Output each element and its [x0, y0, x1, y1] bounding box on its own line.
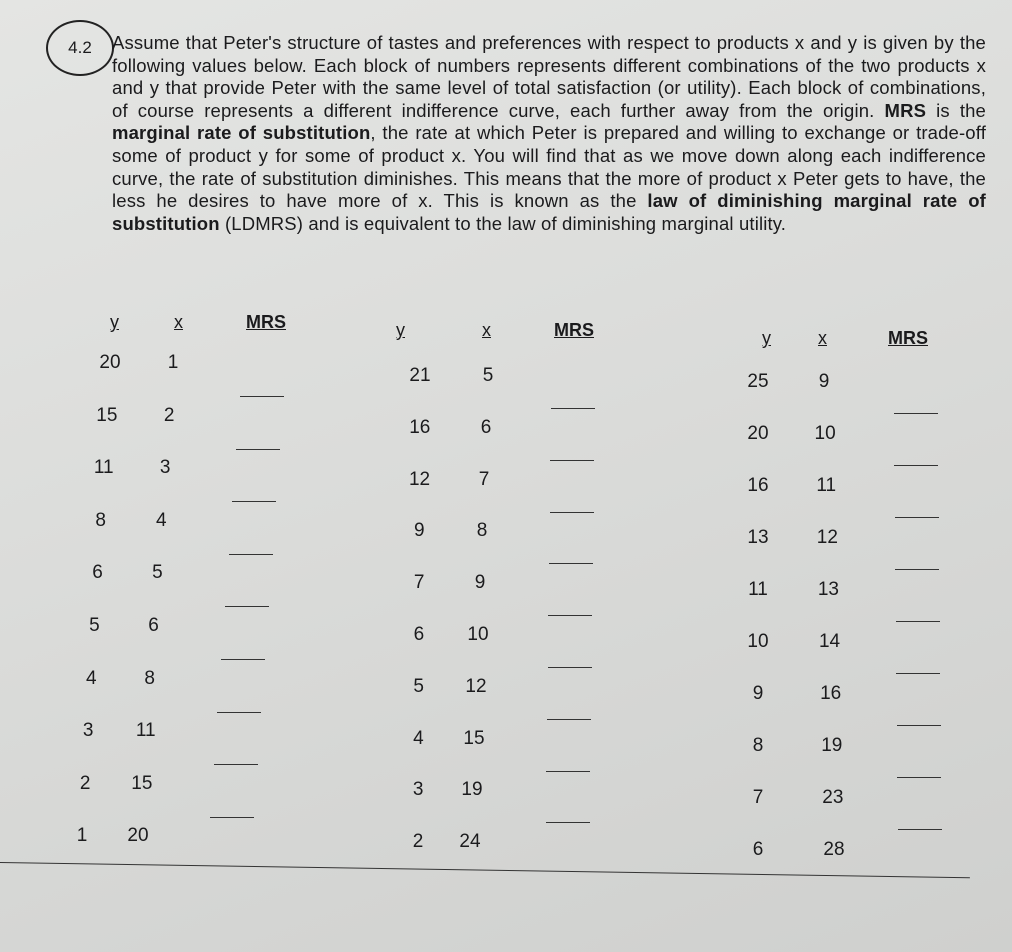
- block2-y-value: 2: [412, 831, 424, 853]
- question-number: 4.2: [68, 38, 92, 57]
- block3-mrs-answer-blank[interactable]: [894, 465, 938, 466]
- block3-y-value: 20: [747, 423, 769, 444]
- block1-x-value: 11: [135, 720, 156, 742]
- block1-mrs-answer-blank[interactable]: [210, 817, 254, 818]
- block1-y-value: 6: [92, 562, 103, 584]
- block1-x-value: 6: [148, 615, 159, 636]
- block2-y-value: 3: [412, 779, 424, 801]
- paragraph-bold-mrs: MRS: [884, 99, 927, 121]
- block3-y-value: 16: [747, 475, 769, 496]
- paragraph-bold-law: law of diminishing marginal rate of substitution: [112, 190, 986, 234]
- block3-y-value: 8: [752, 735, 764, 756]
- block2-x-value: 24: [459, 831, 481, 853]
- block2-y-value: 7: [413, 572, 425, 594]
- paragraph-bold-mrs-definition: marginal rate of substitution: [112, 122, 371, 144]
- block3-x-value: 9: [818, 371, 830, 392]
- paragraph-text-1: Assume that Peter's structure of tastes and preferences with respect to products x and y is given by the following values below. Each block of numbers represents different combinations of the two products x and y that provide Peter with the same level of total satisfaction (or utility). Each block of combinations, of course represents a different indifference curve, each further away from the origin.: [112, 32, 986, 121]
- block2-x-value: 9: [474, 572, 486, 594]
- block1-header-x: x: [174, 312, 183, 332]
- paragraph-text-2: is the: [926, 99, 986, 121]
- block3-mrs-answer-blank[interactable]: [896, 673, 940, 674]
- block1-y-value: 8: [95, 509, 106, 531]
- question-number-circle: [46, 20, 114, 76]
- block3-y-value: 25: [747, 371, 769, 392]
- block1-y-value: 1: [76, 825, 88, 847]
- block3-mrs-answer-blank[interactable]: [896, 621, 940, 622]
- bottom-rule-line: [0, 862, 970, 878]
- block3-y-value: 7: [752, 787, 764, 808]
- block3-x-value: 23: [822, 787, 844, 808]
- block3-header-x: x: [818, 328, 827, 348]
- block3-mrs-answer-blank[interactable]: [897, 725, 941, 726]
- block2-mrs-answer-blank[interactable]: [546, 822, 590, 823]
- block1-x-value: 2: [163, 404, 175, 426]
- block2-x-value: 7: [478, 468, 490, 490]
- block3-y-value: 10: [747, 631, 769, 652]
- block2-x-value: 12: [465, 675, 487, 697]
- block3-header-mrs: MRS: [888, 328, 928, 348]
- block3-mrs-answer-blank[interactable]: [895, 569, 939, 570]
- block2-y-value: 6: [413, 624, 425, 645]
- block2-mrs-answer-blank[interactable]: [551, 408, 595, 409]
- block1-y-value: 5: [89, 615, 100, 636]
- block3-mrs-answer-blank[interactable]: [897, 777, 941, 778]
- block3-y-value: 9: [752, 683, 764, 704]
- block2-header-x: x: [482, 320, 491, 340]
- block1-x-value: 15: [131, 772, 153, 794]
- block1-y-value: 4: [86, 667, 97, 689]
- block3-x-value: 11: [816, 475, 837, 496]
- block3-x-value: 13: [817, 579, 839, 600]
- paragraph-text-4: (LDMRS) and is equivalent to the law of diminishing marginal utility.: [219, 212, 787, 234]
- block2-mrs-answer-blank[interactable]: [548, 667, 592, 668]
- block1-x-value: 4: [156, 509, 167, 531]
- block1-mrs-answer-blank[interactable]: [225, 606, 269, 607]
- block3-mrs-answer-blank[interactable]: [898, 829, 942, 830]
- block1-mrs-answer-blank[interactable]: [221, 659, 265, 660]
- block2-mrs-answer-blank[interactable]: [546, 771, 590, 772]
- block3-x-value: 12: [816, 527, 838, 548]
- block3-mrs-answer-blank[interactable]: [894, 413, 938, 414]
- block2-x-value: 10: [467, 624, 489, 645]
- block1-y-value: 2: [79, 772, 91, 794]
- paragraph-text-3: , the rate at which Peter is prepared and willing to exchange or trade-off some of product y for some of product x. You will find that as we move down along each indifference curve, the rate of substitution diminishes. This means that the more of product x Peter gets to have, the less he desires to have more of x. This is known as the: [112, 122, 986, 212]
- block2-y-value: 5: [413, 675, 424, 697]
- block1-header-mrs: MRS: [246, 312, 286, 332]
- block3-x-value: 28: [823, 839, 845, 860]
- block3-y-value: 6: [752, 839, 764, 860]
- block2-x-value: 8: [476, 520, 488, 542]
- block2-y-value: 4: [413, 727, 424, 749]
- block1-y-value: 3: [82, 720, 94, 742]
- question-paragraph: [112, 32, 986, 235]
- block2-header-y: y: [396, 320, 405, 340]
- block2-y-value: 16: [409, 416, 431, 438]
- block3-y-value: 13: [747, 527, 769, 548]
- block1-mrs-answer-blank[interactable]: [236, 449, 280, 450]
- block1-x-value: 3: [159, 457, 171, 479]
- block1-mrs-answer-blank[interactable]: [232, 501, 276, 502]
- block3-x-value: 14: [818, 631, 841, 652]
- block1-y-value: 15: [96, 404, 118, 426]
- block1-y-value: 11: [93, 457, 114, 479]
- block3-header-y: y: [762, 328, 771, 348]
- block3-mrs-answer-blank[interactable]: [895, 517, 939, 518]
- block3-x-value: 19: [821, 735, 843, 756]
- block2-y-value: 12: [408, 468, 431, 490]
- block2-y-value: 9: [414, 520, 425, 542]
- block1-mrs-answer-blank[interactable]: [214, 764, 258, 765]
- block1-x-value: 1: [167, 352, 179, 373]
- block2-mrs-answer-blank[interactable]: [547, 719, 591, 720]
- block3-x-value: 16: [820, 683, 842, 704]
- block1-x-value: 20: [127, 825, 149, 847]
- block1-x-value: 5: [152, 562, 163, 584]
- block2-x-value: 15: [463, 727, 485, 749]
- block1-y-value: 20: [99, 352, 121, 373]
- block1-mrs-answer-blank[interactable]: [229, 554, 273, 555]
- block2-x-value: 6: [480, 416, 492, 438]
- block2-mrs-answer-blank[interactable]: [550, 512, 594, 513]
- block1-mrs-answer-blank[interactable]: [240, 396, 284, 397]
- block1-mrs-answer-blank[interactable]: [217, 712, 261, 713]
- block1-x-value: 8: [144, 667, 155, 689]
- block2-mrs-answer-blank[interactable]: [548, 615, 592, 616]
- block2-mrs-answer-blank[interactable]: [549, 563, 593, 564]
- block3-x-value: 10: [814, 423, 836, 444]
- block1-header-y: y: [110, 312, 119, 332]
- block3-y-value: 11: [748, 579, 768, 600]
- block2-mrs-answer-blank[interactable]: [550, 460, 594, 461]
- block2-y-value: 21: [409, 365, 431, 386]
- block2-x-value: 5: [482, 365, 494, 386]
- block2-x-value: 19: [461, 779, 483, 801]
- block2-header-mrs: MRS: [554, 320, 594, 340]
